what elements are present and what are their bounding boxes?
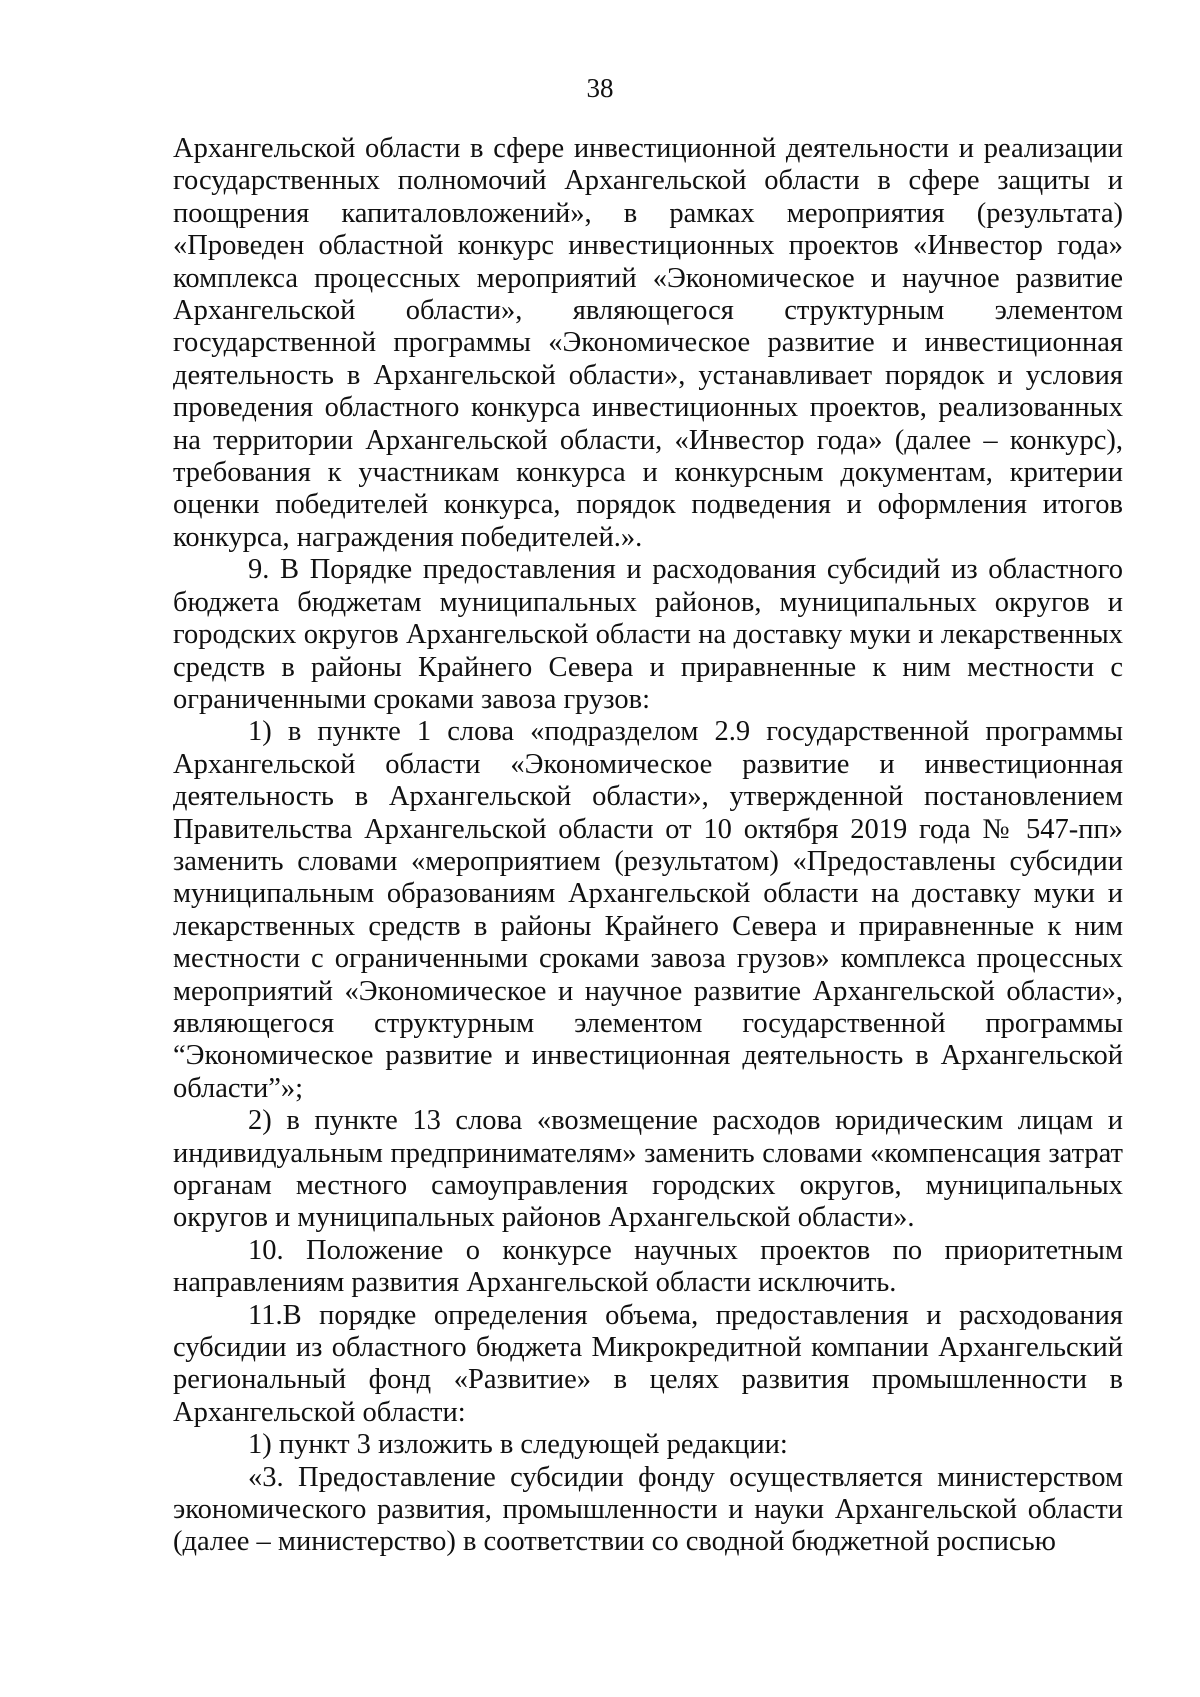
- paragraph-continuation: Архангельской области в сфере инвестиционной деятельности и реализации государственных полномочий Архангельской области в сфере защиты и поощрения капиталовложений», в рамках мероприятия (результата) «Проведен областной конкурс инвестиционных проектов «Инвестор года» комплекса процессных мероприятий «Экономическое и научное развитие Архангельской области», являющегося структурным элементом государственной программы «Экономическое развитие и инвестиционная деятельность в Архангельской области», устанавливает порядок и условия проведения областного конкурса инвестиционных проектов, реализованных на территории Архангельской области, «Инвестор года» (далее – конкурс), требования к участникам конкурса и конкурсным документам, критерии оценки победителей конкурса, порядок подведения и оформления итогов конкурса, награждения победителей.».: [173, 133, 1123, 553]
- paragraph-quoted-item-3: «3. Предоставление субсидии фонду осуществляется министерством экономического развития, промышленности и науки Архангельской области (далее – министерство) в соответствии со сводной бюджетной росписью: [173, 1461, 1123, 1558]
- document-body: [173, 133, 1123, 1559]
- paragraph-item-9: 9. В Порядке предоставления и расходования субсидий из областного бюджета бюджетам муниципальных районов, муниципальных округов и городских округов Архангельской области на доставку муки и лекарственных средств в районы Крайнего Севера и приравненные к ним местности с ограниченными сроками завоза грузов:: [173, 554, 1123, 715]
- paragraph-subitem-9-2: 2) в пункте 13 слова «возмещение расходов юридическим лицам и индивидуальным предпринимателям» заменить словами «компенсация затрат органам местного самоуправления городских округов, муниципальных округов и муниципальных районов Архангельской области».: [173, 1105, 1123, 1234]
- paragraph-item-10: 10. Положение о конкурсе научных проектов по приоритетным направлениям развития Архангельской области исключить.: [173, 1234, 1123, 1299]
- page-number: 38: [586, 73, 614, 103]
- paragraph-item-11: 11.В порядке определения объема, предоставления и расходования субсидии из областного бюджета Микрокредитной компании Архангельский региональный фонд «Развитие» в целях развития промышленности в Архангельской области:: [173, 1299, 1123, 1428]
- paragraph-subitem-9-1: 1) в пункте 1 слова «подразделом 2.9 государственной программы Архангельской области «Экономическое развитие и инвестиционная деятельность в Архангельской области», утвержденной постановлением Правительства Архангельской области от 10 октября 2019 года № 547-пп» заменить словами «мероприятием (результатом) «Предоставлены субсидии муниципальным образованиям Архангельской области на доставку муки и лекарственных средств в районы Крайнего Севера и приравненные к ним местности с ограниченными сроками завоза грузов» комплекса процессных мероприятий «Экономическое и научное развитие Архангельской области», являющегося структурным элементом государственной программы “Экономическое развитие и инвестиционная деятельность в Архангельской области”»;: [173, 716, 1123, 1104]
- paragraph-subitem-11-1: 1) пункт 3 изложить в следующей редакции:: [248, 1429, 788, 1461]
